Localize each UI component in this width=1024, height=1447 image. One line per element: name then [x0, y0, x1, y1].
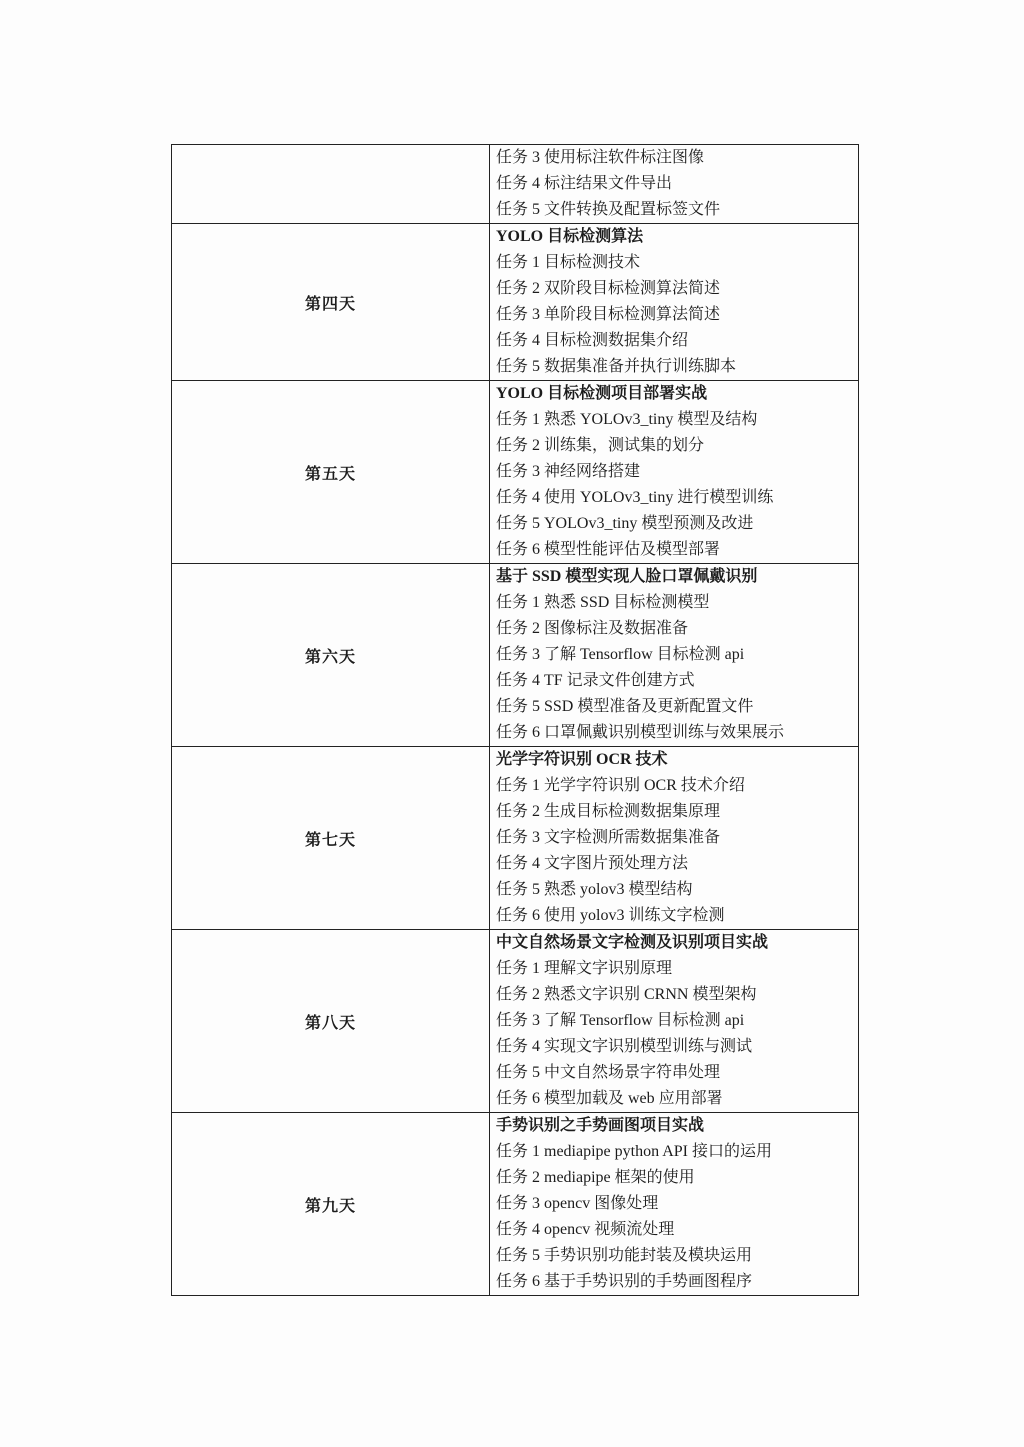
task-item: 任务 2 训练集，测试集的划分 [496, 437, 705, 454]
task-item: 任务 5 数据集准备并执行训练脚本 [496, 358, 737, 375]
task-item: 任务 4 使用 YOLOv3_tiny 进行模型训练 [496, 489, 774, 506]
task-item: 任务 3 opencv 图像处理 [496, 1195, 659, 1212]
task-item: 任务 3 了解 Tensorflow 目标检测 api [496, 1012, 745, 1029]
task-item: 任务 4 目标检测数据集介绍 [496, 332, 689, 349]
task-item: 任务 3 了解 Tensorflow 目标检测 api [496, 646, 745, 663]
day-label: 第七天 [304, 831, 356, 849]
module-title: 手势识别之手势画图项目实战 [496, 1117, 705, 1134]
task-item: 任务 5 中文自然场景字符串处理 [496, 1064, 721, 1081]
task-item: 任务 6 模型性能评估及模型部署 [496, 541, 721, 558]
day-label: 第六天 [304, 648, 356, 666]
task-item: 任务 6 基于手势识别的手势画图程序 [496, 1273, 753, 1290]
content-cell [490, 381, 859, 564]
schedule-row [172, 930, 859, 1113]
task-item: 任务 5 熟悉 yolov3 模型结构 [496, 881, 693, 898]
schedule-row [172, 747, 859, 930]
task-item: 任务 5 SSD 模型准备及更新配置文件 [496, 698, 754, 715]
module-title: YOLO 目标检测项目部署实战 [496, 385, 708, 402]
task-item: 任务 4 标注结果文件导出 [496, 175, 673, 192]
day-cell [172, 747, 490, 930]
schedule-row [172, 564, 859, 747]
task-item: 任务 5 文件转换及配置标签文件 [496, 201, 721, 218]
schedule-row [172, 224, 859, 381]
task-item: 任务 2 双阶段目标检测算法简述 [496, 280, 721, 297]
task-item: 任务 4 实现文字识别模型训练与测试 [496, 1038, 753, 1055]
task-item: 任务 3 单阶段目标检测算法简述 [496, 306, 721, 323]
task-item: 任务 6 口罩佩戴识别模型训练与效果展示 [496, 724, 785, 741]
task-item: 任务 1 目标检测技术 [496, 254, 641, 271]
day-label: 第五天 [304, 465, 356, 483]
content-cell [490, 564, 859, 747]
day-label: 第四天 [304, 295, 356, 313]
task-item: 任务 1 mediapipe python API 接口的运用 [496, 1143, 772, 1160]
content-cell [490, 224, 859, 381]
content-cell [490, 747, 859, 930]
task-item: 任务 1 熟悉 SSD 目标检测模型 [496, 594, 710, 611]
task-item: 任务 4 TF 记录文件创建方式 [496, 672, 695, 689]
day-cell [172, 381, 490, 564]
task-item: 任务 3 使用标注软件标注图像 [496, 149, 705, 166]
task-item: 任务 1 理解文字识别原理 [496, 960, 673, 977]
task-item: 任务 2 mediapipe 框架的使用 [496, 1169, 695, 1186]
day-cell [172, 1113, 490, 1296]
content-cell [490, 1113, 859, 1296]
content-cell [490, 930, 859, 1113]
module-title: YOLO 目标检测算法 [496, 228, 644, 245]
task-item: 任务 5 YOLOv3_tiny 模型预测及改进 [496, 515, 754, 532]
course-schedule-table [171, 144, 859, 1296]
task-item: 任务 2 图像标注及数据准备 [496, 620, 689, 637]
day-cell [172, 564, 490, 747]
task-item: 任务 1 熟悉 YOLOv3_tiny 模型及结构 [496, 411, 758, 428]
day-cell [172, 224, 490, 381]
module-title: 中文自然场景文字检测及识别项目实战 [496, 934, 769, 951]
day-label: 第九天 [304, 1197, 356, 1215]
task-item: 任务 2 生成目标检测数据集原理 [496, 803, 721, 820]
task-item: 任务 2 熟悉文字识别 CRNN 模型架构 [496, 986, 757, 1003]
schedule-row [172, 145, 859, 224]
task-item: 任务 6 使用 yolov3 训练文字检测 [496, 907, 725, 924]
day-cell [172, 930, 490, 1113]
schedule-row [172, 381, 859, 564]
task-item: 任务 1 光学字符识别 OCR 技术介绍 [496, 777, 745, 794]
task-item: 任务 5 手势识别功能封装及模块运用 [496, 1247, 753, 1264]
module-title: 基于 SSD 模型实现人脸口罩佩戴识别 [496, 568, 758, 585]
day-cell [172, 145, 490, 224]
task-item: 任务 3 文字检测所需数据集准备 [496, 829, 721, 846]
module-title: 光学字符识别 OCR 技术 [496, 751, 668, 768]
task-item: 任务 4 文字图片预处理方法 [496, 855, 689, 872]
day-label: 第八天 [304, 1014, 356, 1032]
schedule-row [172, 1113, 859, 1296]
task-item: 任务 4 opencv 视频流处理 [496, 1221, 675, 1238]
task-item: 任务 6 模型加载及 web 应用部署 [496, 1090, 723, 1107]
task-item: 任务 3 神经网络搭建 [496, 463, 641, 480]
content-cell [490, 145, 859, 224]
